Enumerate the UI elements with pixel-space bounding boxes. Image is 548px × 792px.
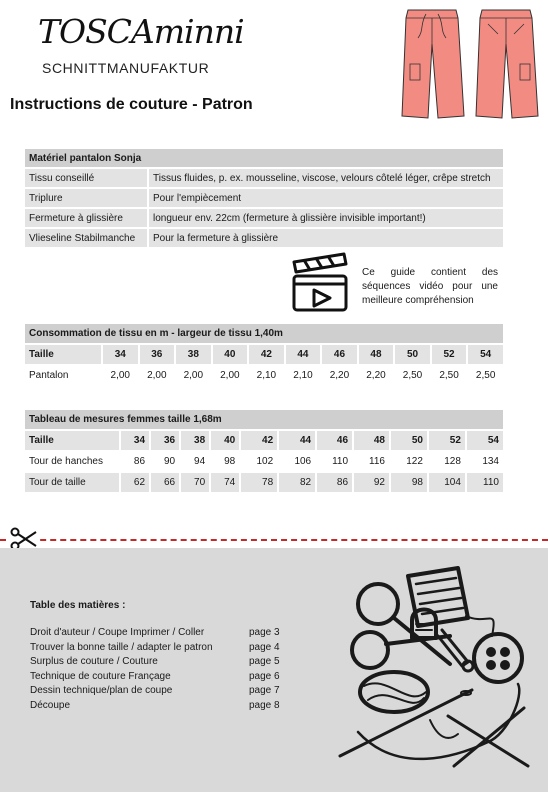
size-row [24,430,504,451]
size-cell: 52 [428,430,466,451]
value-cell: 122 [390,451,428,472]
toc-item[interactable] [30,684,294,699]
table-row [24,168,504,188]
cut-line [0,532,548,548]
video-note: Ce guide contient des séquences vidéo pour une meilleure compréhension [362,267,498,306]
materials-label: Tissu conseillé [24,168,148,188]
brand-logo [38,10,244,80]
toc-item-text: Découpe [30,699,71,711]
logo-subtitle: SCHNITTMANUFAKTUR [42,60,210,76]
size-cell: 46 [316,430,353,451]
value-cell: 90 [150,451,180,472]
size-cell: 42 [248,344,285,365]
size-cell: 52 [431,344,468,365]
measurement-table [23,408,505,494]
size-cell: 40 [212,344,249,365]
toc-item-page: page 4 [249,641,280,653]
materials-value: longueur env. 22cm (fermeture à glissière invisible important!) [148,208,504,228]
value-cell: 110 [316,451,353,472]
materials-value: Pour l'empiècement [148,188,504,208]
size-cell: 54 [466,430,504,451]
value-cell: 106 [278,451,316,472]
toc-item-page: page 7 [249,685,280,697]
materials-value: Pour la fermeture à glissière [148,228,504,248]
row-label: Tour de hanches [24,451,120,472]
row-label: Pantalon [24,365,102,386]
toc-item-page: page 8 [249,699,280,711]
value-cell: 2,00 [139,365,176,386]
value-cell: 2,00 [102,365,139,386]
logo-wordmark: TOSCAminni [38,12,244,51]
row-label: Tour de taille [24,472,120,493]
page-title: Instructions de couture - Patron [10,96,253,113]
materials-table [23,147,505,249]
size-cell: 48 [358,344,395,365]
toc-item[interactable] [30,699,294,714]
table-row [24,451,504,472]
size-cell: 38 [180,430,210,451]
value-cell: 2,20 [321,365,358,386]
value-cell: 102 [240,451,278,472]
value-cell: 116 [353,451,390,472]
value-cell: 62 [120,472,150,493]
materials-label: Fermeture à glissière [24,208,148,228]
size-cell: 40 [210,430,240,451]
value-cell: 2,50 [394,365,431,386]
size-cell: 34 [120,430,150,451]
materials-value: Tissus fluides, p. ex. mousseline, viscose, velours côtelé léger, crêpe stretch [148,168,504,188]
value-cell: 110 [466,472,504,493]
toc-item-text: Trouver la bonne taille / adapter le patron [30,641,213,653]
trousers-illustration [398,4,544,122]
size-cell: 54 [467,344,504,365]
value-cell: 104 [428,472,466,493]
size-cell: 44 [278,430,316,451]
consumption-header: Consommation de tissu en m - largeur de tissu 1,40m [24,323,504,344]
materials-label: Vlieseline Stabilmanche [24,228,148,248]
sewing-tools-illustration [338,566,534,776]
table-row [24,228,504,248]
dashed-divider [0,539,548,541]
fabric-consumption-table [23,322,505,387]
size-cell: 48 [353,430,390,451]
value-cell: 2,50 [467,365,504,386]
toc-item-text: Dessin technique/plan de coupe [30,685,173,697]
value-cell: 128 [428,451,466,472]
value-cell: 134 [466,451,504,472]
value-cell: 2,00 [212,365,249,386]
toc-item-page: page 5 [249,656,280,668]
value-cell: 2,20 [358,365,395,386]
table-of-contents [30,626,294,714]
value-cell: 74 [210,472,240,493]
size-cell: 44 [285,344,322,365]
size-cell: 46 [321,344,358,365]
toc-item[interactable] [30,626,294,641]
toc-item-text: Droit d'auteur / Coupe Imprimer / Coller [30,627,205,638]
materials-label: Triplure [24,188,148,208]
size-row [24,344,504,365]
clapperboard-icon [290,252,350,314]
value-cell: 2,10 [248,365,285,386]
toc-title: Table des matières : [30,600,126,611]
size-cell: 38 [175,344,212,365]
value-cell: 70 [180,472,210,493]
toc-item[interactable] [30,670,294,685]
table-row [24,208,504,228]
value-cell: 66 [150,472,180,493]
size-cell: 36 [150,430,180,451]
toc-item-page: page 3 [249,627,280,638]
size-label: Taille [24,430,120,451]
table-row [24,472,504,493]
size-cell: 50 [394,344,431,365]
size-cell: 34 [102,344,139,365]
value-cell: 78 [240,472,278,493]
measurement-header: Tableau de mesures femmes taille 1,68m [24,409,504,430]
size-cell: 42 [240,430,278,451]
value-cell: 98 [390,472,428,493]
toc-item-text: Surplus de couture / Couture [30,656,158,668]
value-cell: 94 [180,451,210,472]
table-row [24,188,504,208]
materials-header: Matériel pantalon Sonja [24,148,504,168]
size-cell: 50 [390,430,428,451]
value-cell: 86 [120,451,150,472]
toc-item-text: Technique de couture Françage [30,670,171,682]
value-cell: 2,10 [285,365,322,386]
toc-item[interactable] [30,655,294,670]
toc-item-page: page 6 [249,670,280,682]
size-cell: 36 [139,344,176,365]
size-label: Taille [24,344,102,365]
value-cell: 86 [316,472,353,493]
value-cell: 82 [278,472,316,493]
toc-item[interactable] [30,641,294,656]
value-cell: 92 [353,472,390,493]
value-cell: 2,50 [431,365,468,386]
value-cell: 2,00 [175,365,212,386]
value-cell: 98 [210,451,240,472]
table-row [24,365,504,386]
